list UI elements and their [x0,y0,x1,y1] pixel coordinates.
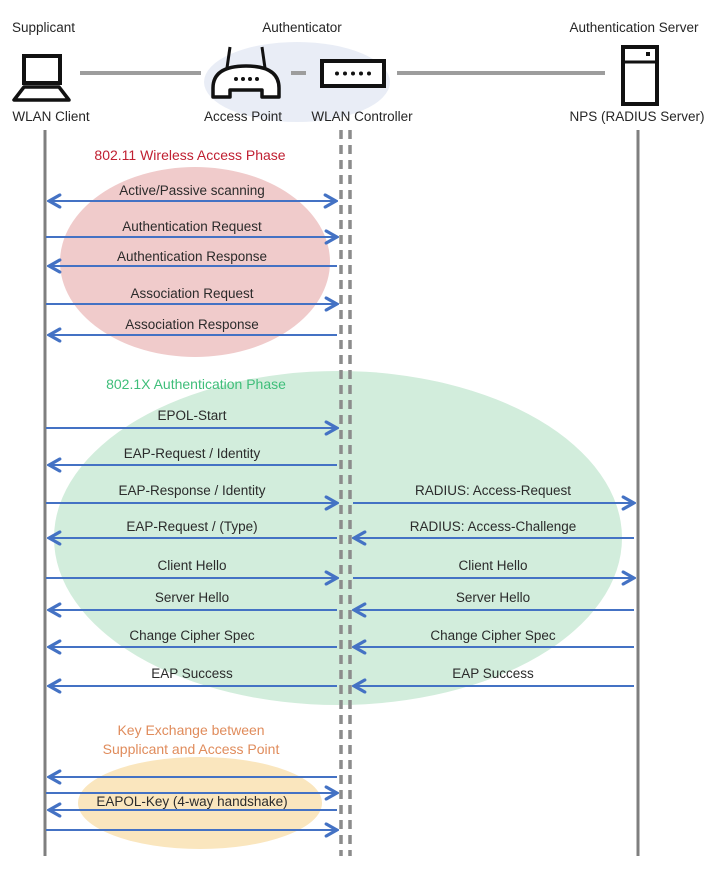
message-label-change-cipher-spec-right: Change Cipher Spec [430,628,556,643]
message-label-server-hello-right: Server Hello [455,590,531,605]
message-label-change-cipher-spec-left: Change Cipher Spec [129,628,255,643]
message-label-association-request: Association Request [130,286,254,301]
message-label-radius-access-request: RADIUS: Access-Request [414,483,572,498]
role-label-authentication-server: Authentication Server [569,20,699,35]
device-label-access-point: Access Point [203,109,283,124]
message-label-epol-start: EPOL-Start [157,408,227,423]
message-label-radius-access-challenge: RADIUS: Access-Challenge [409,519,577,534]
message-label-authentication-request: Authentication Request [122,219,262,234]
message-label-active-passive-scanning: Active/Passive scanning [119,183,265,198]
phase-title-dot1x-authentication: 802.1X Authentication Phase [106,376,286,392]
message-label-eap-request-type: EAP-Request / (Type) [126,519,258,534]
message-label-eapol-key-handshake: EAPOL-Key (4-way handshake) [96,794,288,809]
message-label-client-hello-right: Client Hello [458,558,528,573]
device-label-wlan-client: WLAN Client [12,109,90,124]
laptop-icon [14,56,69,100]
message-label-authentication-response: Authentication Response [116,249,268,264]
device-label-nps-radius-server: NPS (RADIUS Server) [569,109,705,124]
message-label-client-hello-left: Client Hello [157,558,227,573]
message-label-eap-response-identity: EAP-Response / Identity [118,483,266,498]
role-label-authenticator: Authenticator [262,20,342,35]
message-label-eap-success-right: EAP Success [452,666,534,681]
phase-title-wireless-access: 802.11 Wireless Access Phase [94,147,286,163]
message-label-eap-success-left: EAP Success [151,666,233,681]
wlan-controller-icon [322,61,384,86]
role-label-supplicant: Supplicant [12,20,76,35]
phase-title-key-exchange-line2: Supplicant and Access Point [102,741,280,757]
message-label-eap-request-identity: EAP-Request / Identity [123,446,261,461]
message-label-server-hello-left: Server Hello [154,590,230,605]
device-label-wlan-controller: WLAN Controller [311,109,413,124]
phase-title-key-exchange-line1: Key Exchange between [117,722,265,738]
server-icon [623,47,657,104]
message-label-association-response: Association Response [125,317,259,332]
